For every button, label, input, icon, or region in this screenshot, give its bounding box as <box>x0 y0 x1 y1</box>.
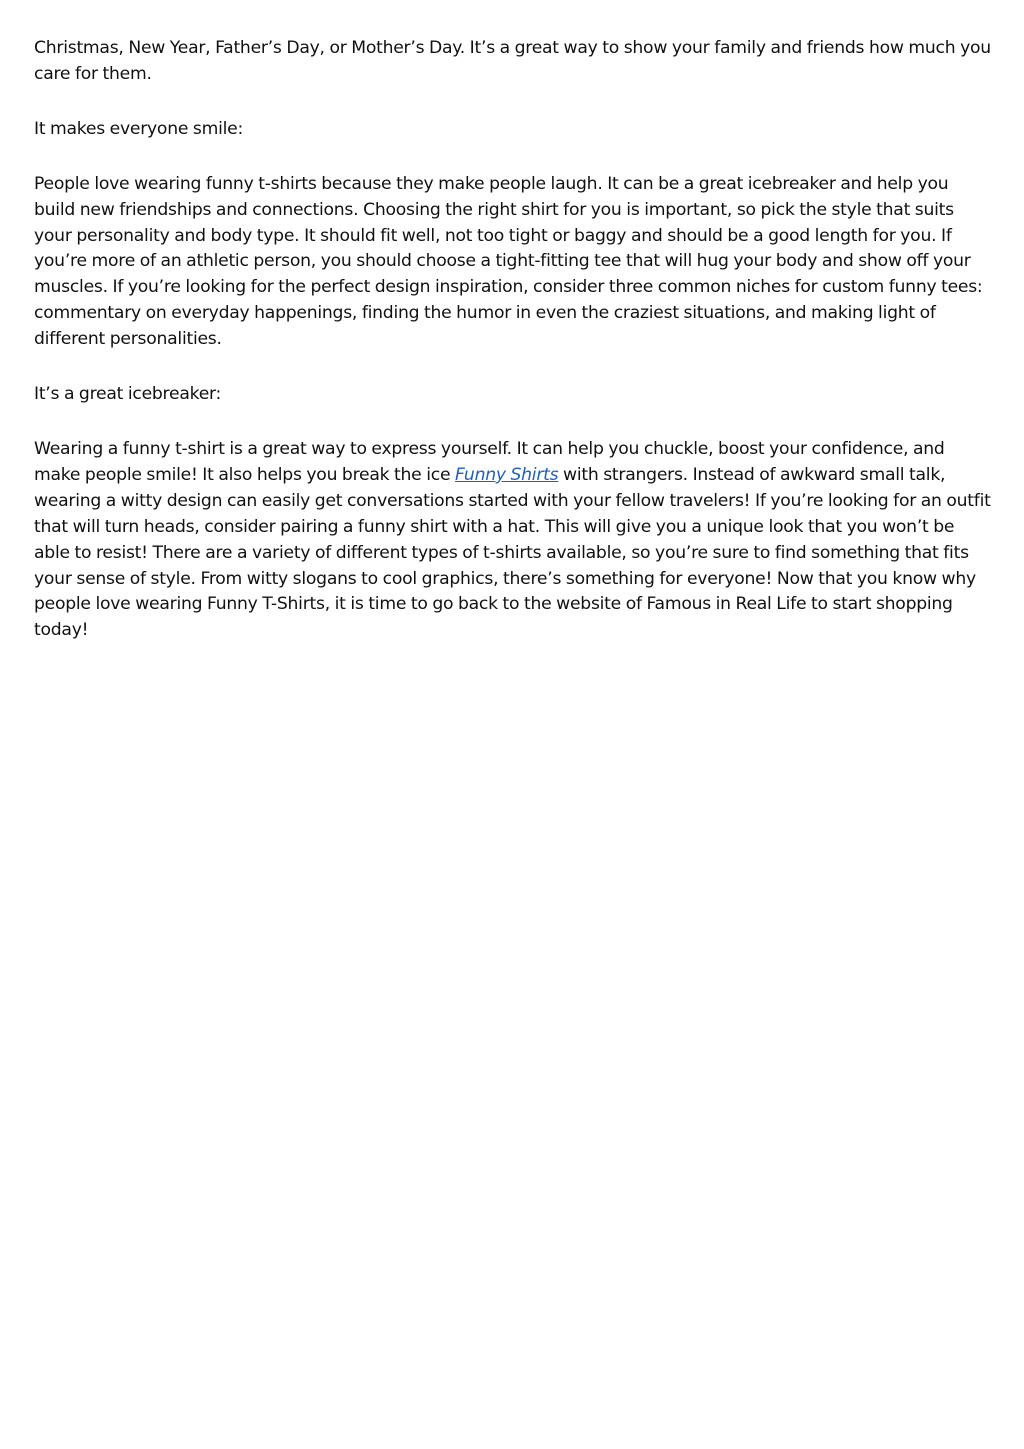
paragraph-icebreaker <box>34 437 992 644</box>
document-body <box>34 36 992 673</box>
paragraph-smile: People love wearing funny t-shirts because they make people laugh. It can be a great icebreaker and help you build new friendships and connections. Choosing the right shirt for you is important, so pick the style that suits your personality and body type. It should fit well, not too tight or baggy and should be a good length for you. If you’re more of an athletic person, you should choose a tight-fitting tee that will hug your body and show off your muscles. If you’re looking for the perfect design inspiration, consider three common niches for custom funny tees: commentary on everyday happenings, finding the humor in even the craziest situations, and making light of different personalities. <box>34 173 983 350</box>
paragraph-icebreaker-text-before: Wearing a funny t-shirt is a great way to express yourself. It can help you chuckle, boost your confidence, and make people smile! It also helps you break the ice <box>34 438 945 485</box>
section-heading-smile: It makes everyone smile: <box>34 118 243 139</box>
funny-shirts-link[interactable]: Funny Shirts <box>454 464 559 485</box>
section-heading-icebreaker: It’s a great icebreaker: <box>34 384 222 405</box>
paragraph-icebreaker-text-after: with strangers. Instead of awkward small talk, wearing a witty design can easily get conversations started with your fellow travelers! If you’re looking for an outfit that will turn heads, consider pairing a funny shirt with a hat. This will give you a unique look that you won’t be able to resist! There are a variety of different types of t-shirts available, so you’re sure to find something that fits your sense of style. From witty slogans to cool graphics, there’s something for everyone! Now that you know why people love wearing Funny T-Shirts, it is time to go back to the website of Famous in Real Life to start shopping today! <box>34 464 991 641</box>
paragraph-intro: Christmas, New Year, Father’s Day, or Mother’s Day. It’s a great way to show your family and friends how much you care for them. <box>34 38 991 84</box>
